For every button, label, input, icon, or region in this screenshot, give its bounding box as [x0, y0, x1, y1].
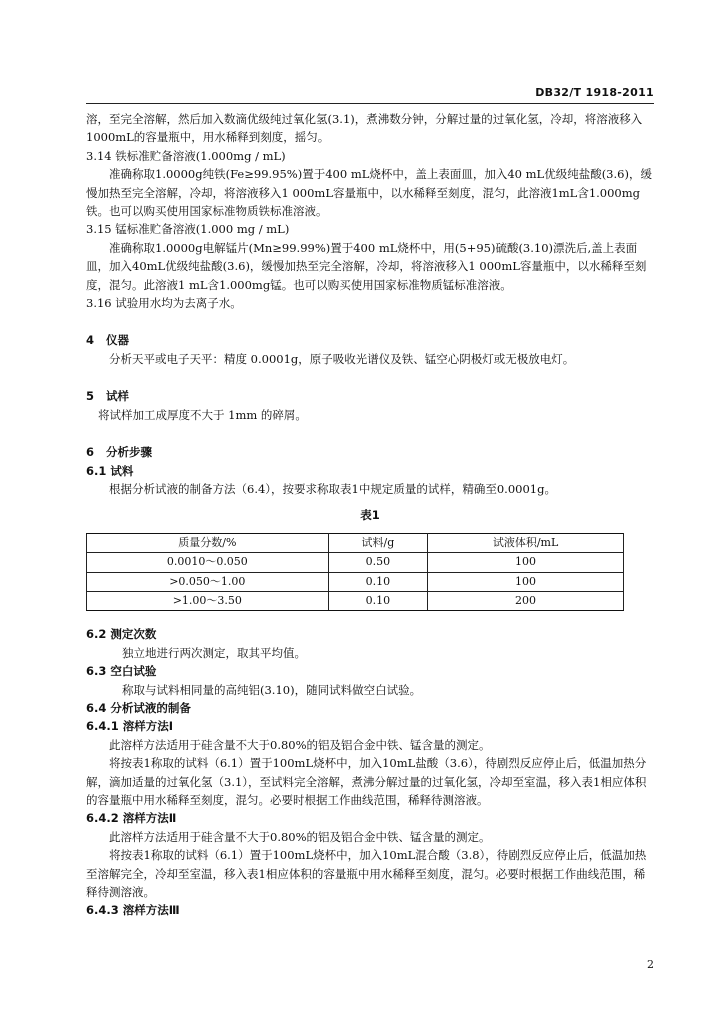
section-5-title: 试样 — [106, 389, 129, 404]
table-header-cell: 试液体积/mL — [428, 533, 624, 552]
header-divider — [86, 103, 654, 104]
section-3-14-title: 3.14 铁标准贮备溶液(1.000mg / mL) — [86, 148, 286, 163]
section-6-title: 分析步骤 — [106, 445, 152, 460]
page-number: 2 — [647, 958, 654, 971]
table-header-cell: 质量分数/% — [87, 533, 329, 552]
section-6-4-1-paragraph-1: 此溶样方法适用于硅含量不大于0.80%的铝及铝合金中铁、锰含量的测定。 — [109, 737, 491, 752]
section-4-title: 仪器 — [106, 333, 129, 348]
document-body — [86, 110, 654, 920]
section-6-4-title: 6.4 分析试液的制备 — [86, 700, 191, 715]
section-4-text: 分析天平或电子天平：精度 0.0001g，原子吸收光谱仪及铁、锰空心阴极灯或无极放电灯。 — [109, 351, 575, 366]
section-6-4-1-paragraph-2: 将按表1称取的试料（6.1）置于100mL烧杯中，加入10mL盐酸（3.6），待剧烈反应停止后，低温加热分解，滴加适量的过氧化氢（3.1），至试料完全溶解，煮沸分解过量的过氧化氢，冷却至室温，移入表1相应体积的容量瓶中用水稀释至刻度，混匀。必要时根据工作曲线范围，稀释待测溶液。 — [86, 756, 647, 807]
table-row — [87, 553, 624, 572]
section-6-4-3-title: 6.4.3 溶样方法Ⅲ — [86, 903, 180, 918]
table-caption: 表1 — [360, 508, 380, 523]
table-row — [87, 591, 624, 610]
section-6-1-title: 6.1 试料 — [86, 463, 134, 478]
table-header-row — [87, 533, 624, 552]
table-cell: 0.10 — [328, 591, 427, 610]
section-3-15-title: 3.15 锰标准贮备溶液(1.000 mg / mL) — [86, 222, 290, 237]
section-6-4-2-paragraph-2: 将按表1称取的试料（6.1）置于100mL烧杯中，加入10mL混合酸（3.8），待剧烈反应停止后，低温加热至溶解完全，冷却至室温，移入表1相应体积的容量瓶中用水稀释至刻度，混匀。必要时根据工作曲线范围，稀释待测溶液。 — [86, 848, 647, 900]
table-cell: 0.50 — [328, 553, 427, 572]
section-4-number: 4 — [86, 333, 95, 348]
section-6-2-text: 独立地进行两次测定，取其平均值。 — [122, 645, 306, 660]
table-cell: 0.0010～0.050 — [87, 553, 329, 572]
table-cell: 100 — [428, 572, 624, 591]
standard-code: DB32/T 1918-2011 — [535, 86, 654, 99]
table-cell: 0.10 — [328, 572, 427, 591]
section-6-4-2-paragraph-1: 此溶样方法适用于硅含量不大于0.80%的铝及铝合金中铁、锰含量的测定。 — [109, 829, 491, 844]
table-cell: 100 — [428, 553, 624, 572]
section-3-15-text: 准确称取1.0000g电解锰片(Mn≥99.99%)置于400 mL烧杯中，用(5+95)硫酸(3.10)漂洗后,盖上表面皿，加入40mL优级纯盐酸(3.6)，缓慢加热至完全溶解，冷却，将溶液移入1 000mL容量瓶中，以水稀释至刻度，混匀。此溶液1 mL含1.000mg锰。也可以购买使用国家标准物质锰标准溶液。 — [86, 240, 647, 292]
section-6-4-1-title: 6.4.1 溶样方法Ⅰ — [86, 719, 174, 734]
table-header-cell: 试料/g — [328, 533, 427, 552]
section-5-heading — [86, 387, 654, 405]
table-cell: 200 — [428, 591, 624, 610]
table-cell: >1.00～3.50 — [87, 591, 329, 610]
section-6-3-text: 称取与试料相同量的高纯铝(3.10)，随同试料做空白试验。 — [122, 682, 422, 697]
section-5-text: 将试样加工成厚度不大于 1mm 的碎屑。 — [98, 407, 307, 422]
section-5-number: 5 — [86, 389, 95, 404]
sample-mass-table — [86, 533, 624, 612]
section-3-14-text: 准确称取1.0000g纯铁(Fe≥99.95%)置于400 mL烧杯中，盖上表面皿，加入40 mL优级纯盐酸(3.6)，缓慢加热至完全溶解，冷却，将溶液移入1 000mL容量瓶中，以水稀释至刻度，混匀，此溶液1mL含1.000mg铁。也可以购买使用国家标准物质铁标准溶液。 — [86, 167, 652, 219]
section-3-16-text: 3.16 试验用水均为去离子水。 — [86, 296, 242, 311]
section-6-4-2-title: 6.4.2 溶样方法Ⅱ — [86, 811, 177, 826]
table-cell: >0.050～1.00 — [87, 572, 329, 591]
section-6-1-text: 根据分析试液的制备方法（6.4），按要求称取表1中规定质量的试样，精确至0.0001g。 — [109, 481, 556, 496]
section-6-3-title: 6.3 空白试验 — [86, 664, 157, 679]
table-row — [87, 572, 624, 591]
section-6-heading — [86, 443, 654, 461]
section-4-heading — [86, 331, 654, 349]
paragraph-intro: 溶，至完全溶解，然后加入数滴优级纯过氧化氢(3.1)，煮沸数分钟，分解过量的过氧化氢，冷却，将溶液移入1000mL的容量瓶中，用水稀释到刻度，摇匀。 — [86, 112, 643, 145]
section-6-2-title: 6.2 测定次数 — [86, 627, 157, 642]
section-6-number: 6 — [86, 445, 95, 460]
